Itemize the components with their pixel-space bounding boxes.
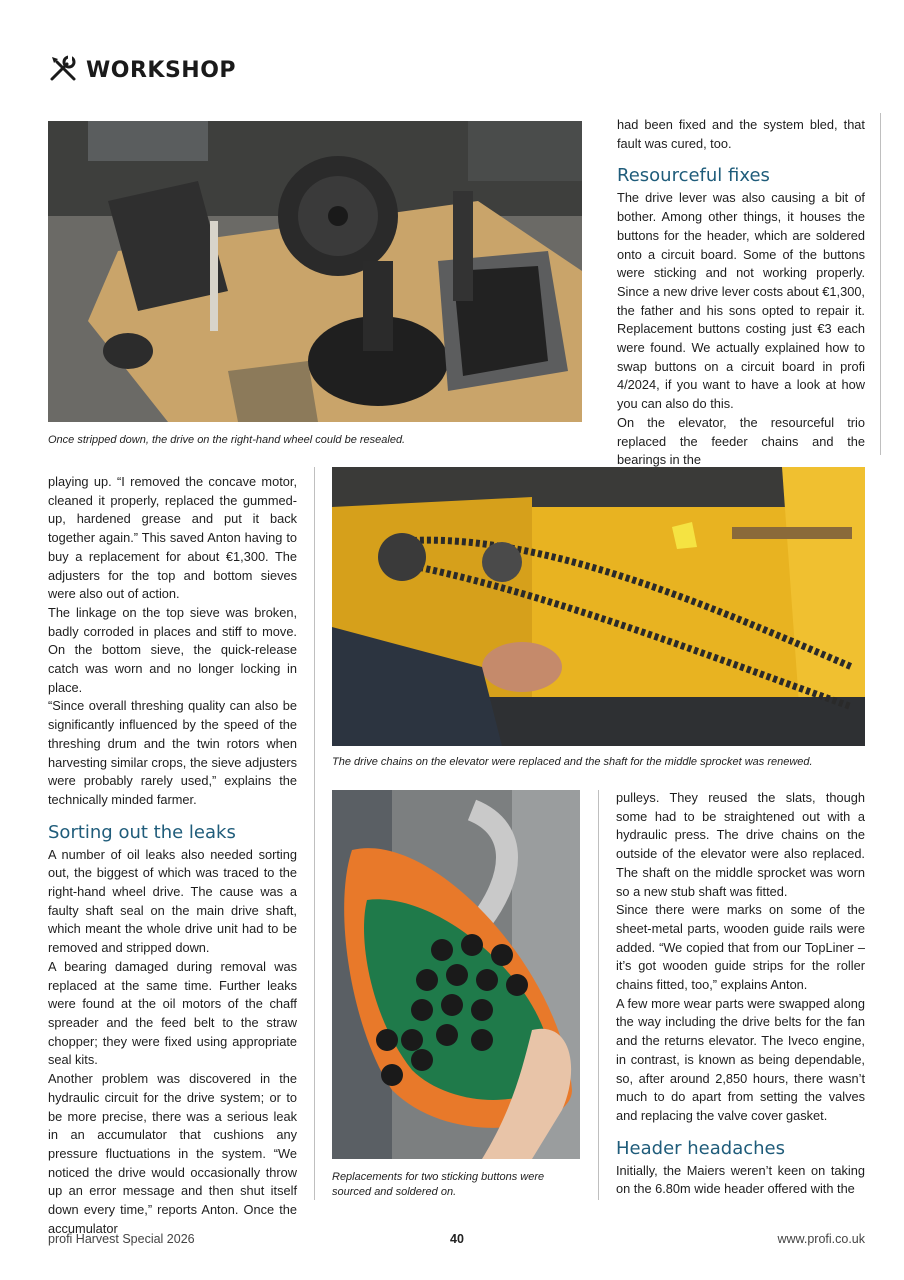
page-number: 40 — [450, 1232, 464, 1246]
paragraph: Initially, the Maiers weren’t keen on taking on the 6.80m wide header offered with the — [616, 1162, 865, 1197]
footer-url: www.profi.co.uk — [777, 1232, 865, 1246]
buttons-caption: Replacements for two sticking buttons were sourced and soldered on. — [332, 1171, 545, 1198]
column-rule — [314, 467, 315, 1200]
paragraph: On the elevator, the resourceful trio replaced the feeder chains and the bearings in the — [617, 414, 865, 468]
workbench-caption: Once stripped down, the drive on the right-hand wheel could be resealed. — [48, 434, 406, 446]
section-header — [48, 52, 236, 88]
paragraph: Another problem was discovered in the hydraulic circuit for the drive system; or to be more precise, there was a serious leak in an accumulator that cushions any pressure fluctuations in the system. “We noticed the drive would occasionally throw up an error message and then shut itself down every time,” reports Anton. Once the accumulator — [48, 1071, 297, 1236]
column-rule — [598, 790, 599, 1200]
paragraph: A bearing damaged during removal was replaced at the same time. Further leaks were found at the oil motors of the chaff spreader and the feed belt to the straw chopper; they were fixed using appropriate seal kits. — [48, 958, 297, 1068]
elevator-caption: The drive chains on the elevator were replaced and the shaft for the middle sprocket was renewed. — [332, 756, 813, 768]
footer-publication: profi Harvest Special 2026 — [48, 1232, 195, 1246]
subheading-header-headaches: Header headaches — [616, 1137, 785, 1159]
elevator-photo — [332, 467, 865, 746]
paragraph: had been fixed and the system bled, that fault was cured, too. — [617, 117, 865, 151]
tools-icon — [48, 53, 78, 88]
section-title: WORKSHOP — [86, 57, 237, 83]
workbench-photo — [48, 121, 582, 422]
article-column-right-bottom — [616, 789, 865, 1202]
paragraph: A number of oil leaks also needed sorting out, the biggest of which was traced to the right-hand wheel drive. The cause was a faulty shaft seal on the main drive shaft, which meant the whole drive unit had to be removed and stripped down. — [48, 846, 297, 956]
article-column-right-top — [617, 116, 865, 468]
column-rule — [880, 113, 881, 455]
paragraph: The drive lever was also causing a bit of bother. Among other things, it houses the buttons for the header, which are soldered onto a circuit board. Some of the buttons were sticking and not working properly. Since a new drive lever costs about €1,300, the father and his sons opted to repair it. Replacement buttons costing just €3 each were found. We actually explained how to swap buttons on a circuit board in profi 4/2024, if you want to have a look at how you can also do this. — [617, 190, 865, 412]
paragraph: “Since overall threshing quality can also be significantly influenced by the speed of the threshing drum and the twin rotors when harvesting similar crops, the sieve adjusters were probably rarely used,” explains the technically minded farmer. — [48, 698, 297, 807]
paragraph: pulleys. They reused the slats, though some had to be straightened out with a hydraulic press. The drive chains on the outside of the elevator were also replaced. The shaft on the middle sprocket was worn so a new stub shaft was fitted. — [616, 790, 865, 899]
subheading-resourceful-fixes: Resourceful fixes — [617, 165, 770, 187]
paragraph: The linkage on the top sieve was broken, badly corroded in places and stiff to move. On the bottom sieve, the quick-release catch was worn and no longer locking in place. — [48, 604, 297, 695]
paragraph: playing up. “I removed the concave motor, cleaned it properly, replaced the gummed-up, hardened grease and put it back together again.” This saved Anton having to buy a replacement for about €1,300. The adjusters for the top and bottom sieves were also out of action. — [48, 474, 297, 602]
article-column-left — [48, 473, 297, 1236]
subheading-sorting-out-the-leaks: Sorting out the leaks — [48, 821, 236, 843]
buttons-photo — [332, 790, 580, 1159]
paragraph: A few more wear parts were swapped along the way including the drive belts for the fan and the returns elevator. The Iveco engine, in contrast, is known as being dependable, so, after around 2,850 hours, there wasn’t much to do apart from setting the valves and replacing the valve cover gasket. — [616, 995, 865, 1123]
paragraph: Since there were marks on some of the sheet-metal parts, wooden guide rails were added. “We copied that from our TopLiner – it’s got wooden guide strips for the roller chains fitted, too,” explains Anton. — [616, 902, 865, 993]
